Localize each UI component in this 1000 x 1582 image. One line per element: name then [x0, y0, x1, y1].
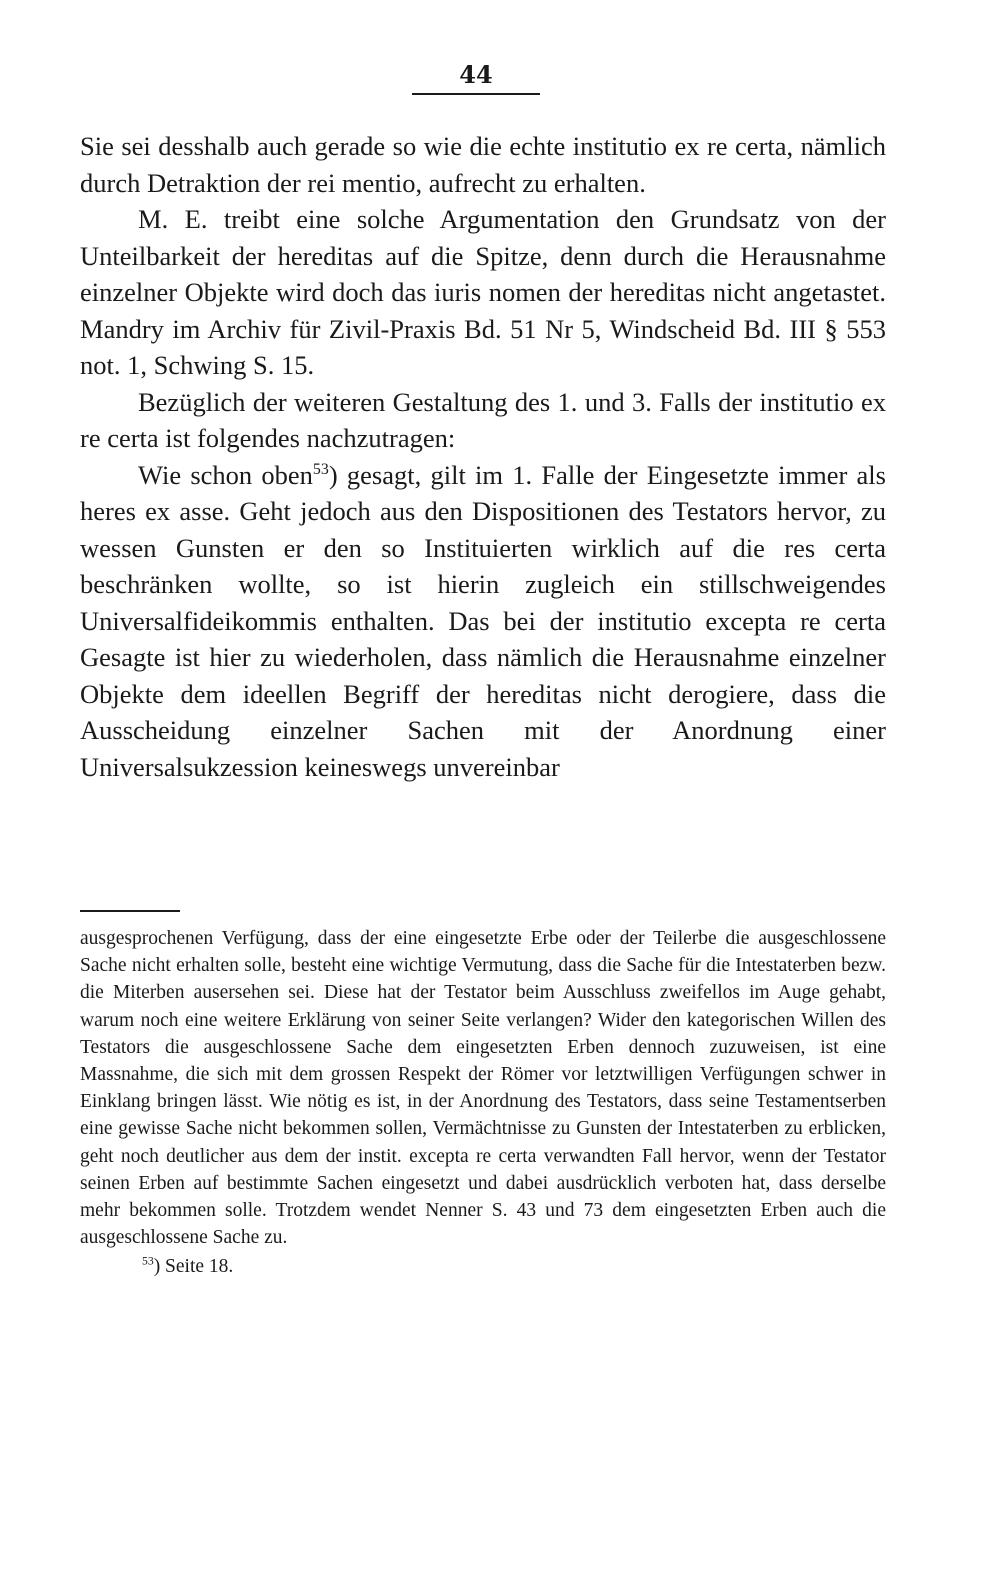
paragraph-4-start: Wie schon oben — [138, 459, 313, 490]
paragraph-1: Sie sei desshalb auch gerade so wie die echte institutio ex re certa, nämlich durch Detraktion der rei mentio, aufrecht zu erhalten. — [80, 131, 886, 198]
paragraph-3: Bezüglich der weiteren Gestaltung des 1. und 3. Falls der institutio ex re certa ist folgendes nachzutragen: — [80, 386, 886, 453]
footnote-continued: ausgesprochenen Verfügung, dass der eine eingesetzte Erbe oder der Teilerbe die ausgeschlossene Sache nicht erhalten solle, besteht eine wichtige Vermutung, dass die Sache für die Intestaterben bezw. die Miterben ausersehen sei. Diese hat der Testator beim Ausschluss zweifellos im Auge gehabt, warum noch eine weitere Erklärung von seiner Seite verlangen? Wider den kategorischen Willen des Testators die ausgeschlossene Sache dem eingesetzten Erben dennoch zuzuweisen, ist eine Massnahme, die sich mit dem grossen Respekt der Römer vor letztwilligen Verfügungen schwer in Einklang bringen lässt. Wie nötig es ist, in der Anordnung des Testators, dass seine Testamentserben eine gewisse Sache nicht bekommen sollen, Vermächtnisse zu Gunsten der Intestaterben zu erblicken, geht noch deutlicher aus dem der instit. excepta re certa verwandten Fall hervor, wenn der Testator seinen Erben auf bestimmte Sachen eingesetzt und dabei ausdrücklich verboten hat, dass derselbe mehr bekommen solle. Trotzdem wendet Nenner S. 43 und 73 dem eingesetzten Erben auch die ausgeschlossene Sache zu. — [80, 928, 886, 1249]
footnote-53-text: ) Seite 18. — [153, 1256, 234, 1278]
paragraph-4 — [80, 457, 886, 786]
footnote-marker: 53 — [142, 1254, 154, 1268]
page-number-rule — [412, 93, 540, 95]
main-text — [80, 128, 886, 785]
paragraph-2: M. E. treibt eine solche Argumentation den Grundsatz von der Unteilbarkeit der hereditas auf die Spitze, denn durch die Herausnahme einzelner Objekte wird doch das iuris nomen der hereditas nicht angetastet. Mandry im Archiv für Zivil-Praxis Bd. 51 Nr 5, Windscheid Bd. III § 553 not. 1, Schwing S. 15. — [80, 204, 886, 380]
footnote-separator — [80, 910, 180, 912]
footnotes — [80, 925, 886, 1281]
paragraph-4-rest: ) gesagt, gilt im 1. Falle der Eingesetzte immer als heres ex asse. Geht jedoch aus den Dispositionen des Testators hervor, zu wessen Gunsten er den so Instituierten wirklich auf die res certa beschränken wollte, so ist hierin zugleich ein stillschweigendes Universalfideikommis enthalten. Das bei der institutio excepta re certa Gesagte ist hier zu wiederholen, dass nämlich die Herausnahme einzelner Objekte dem ideellen Begriff der hereditas nicht derogiere, dass die Ausscheidung einzelner Sachen mit der Anordnung einer Universalsukzession keineswegs unvereinbar — [80, 459, 886, 782]
page-number: 44 — [459, 60, 493, 89]
footnote-53 — [80, 1253, 886, 1280]
footnote-reference: 53 — [312, 460, 329, 478]
